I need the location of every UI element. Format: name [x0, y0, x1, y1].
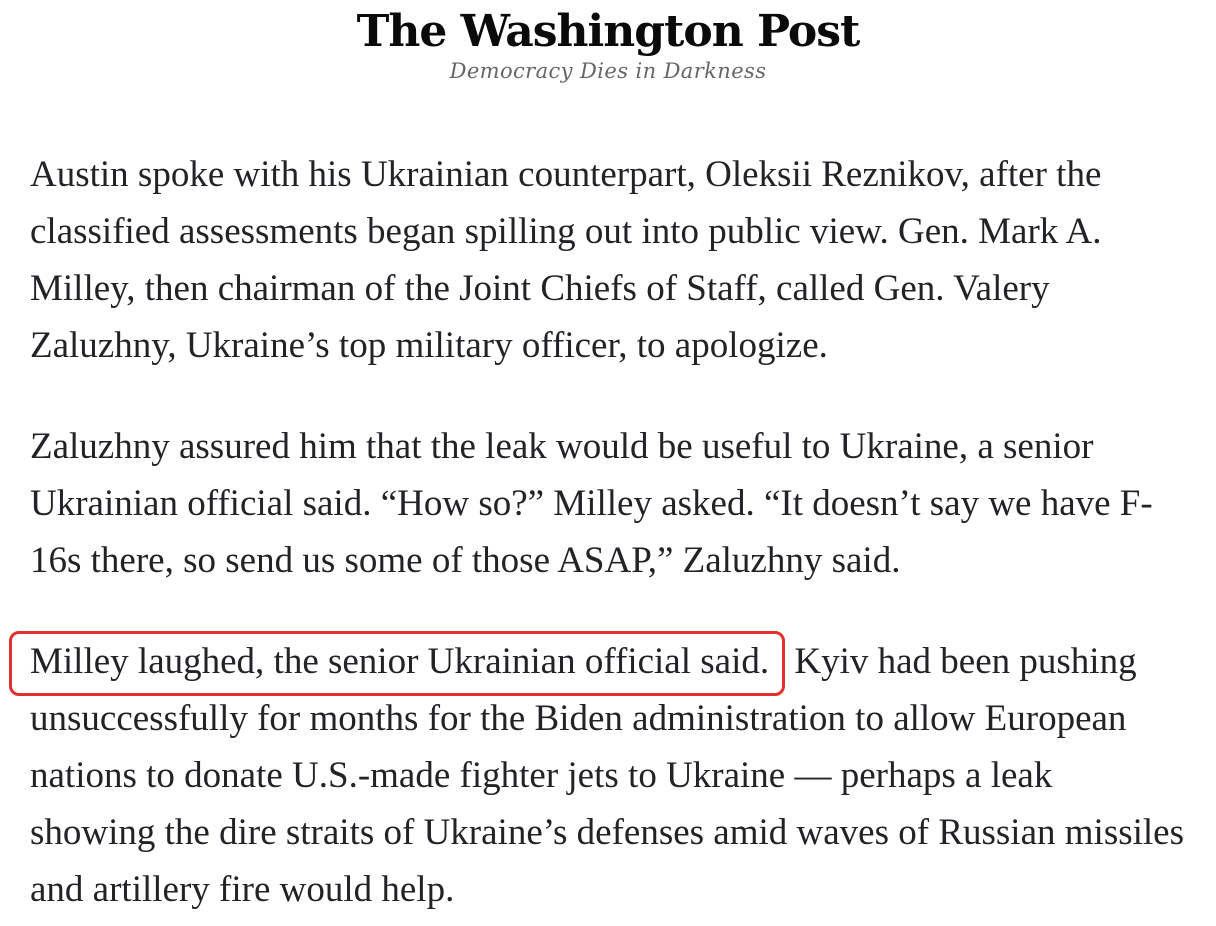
masthead	[0, 0, 1216, 84]
masthead-tagline: Democracy Dies in Darkness	[449, 59, 767, 83]
article-paragraph-3	[30, 633, 1186, 918]
article-body	[30, 146, 1186, 918]
paragraph-3-rest: Kyiv had been pushing unsuccessfully for months for the Biden administration to allow European nations to donate U.S.-made fighter jets to Ukraine — perhaps a leak showing the dire straits of Ukraine’s defenses amid waves of Russian missiles and artillery fire would help.	[30, 641, 1184, 910]
highlighted-sentence: Milley laughed, the senior Ukrainian official said.	[9, 631, 785, 696]
article-paragraph-2: Zaluzhny assured him that the leak would be useful to Ukraine, a senior Ukrainian official said. “How so?” Milley asked. “It doesn’t say we have F-16s there, so send us some of those ASAP,” Zaluzhny said.	[30, 426, 1153, 581]
washington-post-logo[interactable]: The Washington Post	[356, 6, 860, 57]
article-paragraph-1: Austin spoke with his Ukrainian counterpart, Oleksii Reznikov, after the classified assessments began spilling out into public view. Gen. Mark A. Milley, then chairman of the Joint Chiefs of Staff, called Gen. Valery Zaluzhny, Ukraine’s top military officer, to apologize.	[30, 154, 1102, 366]
